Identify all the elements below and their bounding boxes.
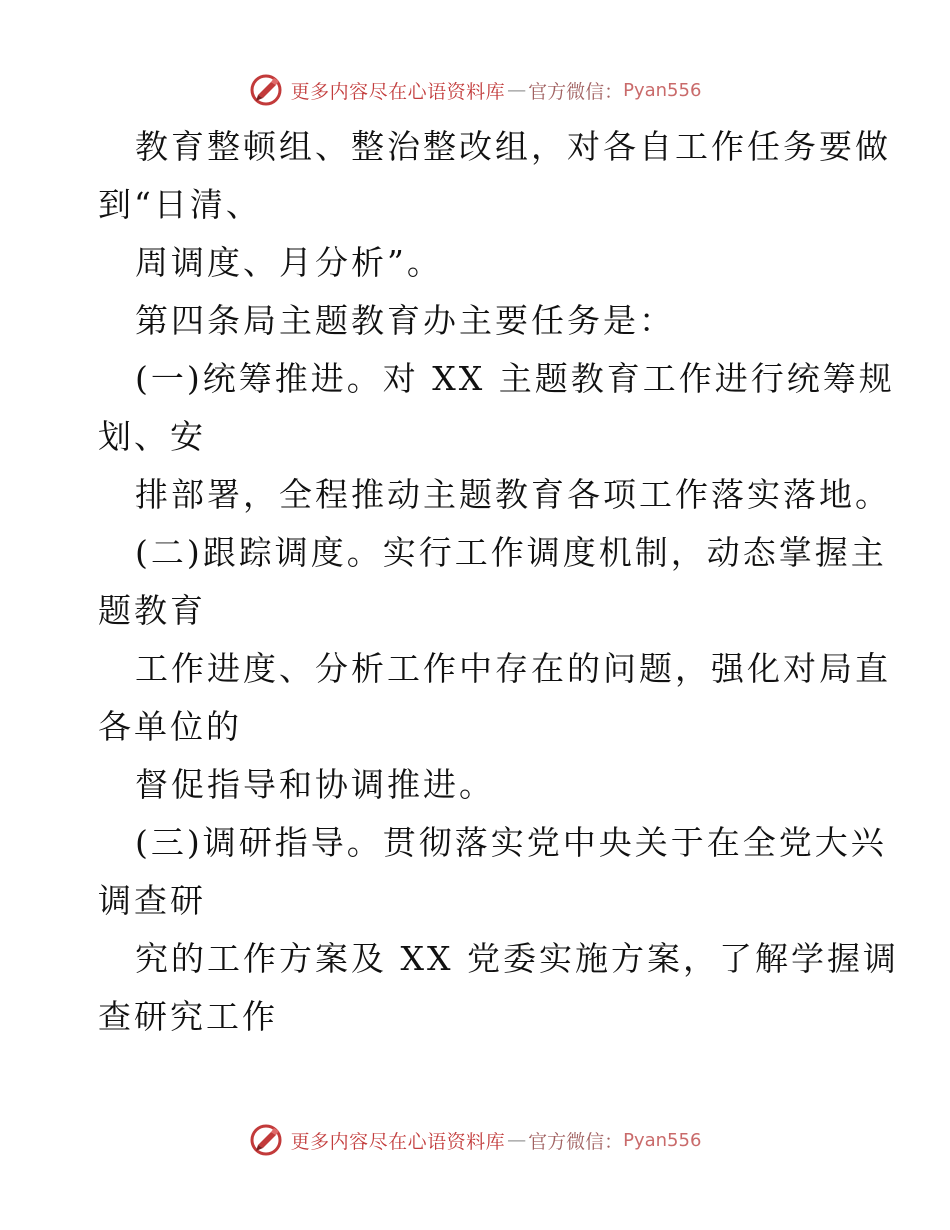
text-line: 教育整顿组、整治整改组，对各自工作任务要做 — [135, 127, 891, 166]
text-line: 第四条局主题教育办主要任务是： — [135, 301, 675, 340]
text-line: 查研究工作 — [98, 997, 278, 1036]
text-line: 究的工作方案及 XX 党委实施方案，了解学握调 — [135, 939, 899, 978]
footer-watermark — [0, 1120, 950, 1160]
text-line: 题教育 — [98, 591, 206, 630]
text-line: 到“日清、 — [98, 185, 262, 224]
watermark-separator: — — [507, 79, 527, 101]
text-line: 周调度、月分析”。 — [135, 243, 443, 282]
watermark-separator: — — [507, 1129, 527, 1151]
header-watermark — [0, 70, 950, 110]
watermark-wechat-label: 官方微信： — [528, 1130, 624, 1153]
watermark-wechat-label: 官方微信： — [528, 80, 624, 103]
text-line: 调查研 — [98, 881, 206, 920]
text-line: 排部署，全程推动主题教育各项工作落实落地。 — [135, 475, 891, 514]
pen-logo-icon — [249, 73, 285, 107]
watermark-brand: 更多内容尽在心语资料库 — [290, 80, 506, 103]
text-line: (一)统筹推进。对 XX 主题教育工作进行统筹规 — [135, 359, 895, 398]
watermark-wechat-id: Pyan556 — [623, 79, 702, 101]
text-line: 工作进度、分析工作中存在的问题，强化对局直 — [135, 649, 891, 688]
text-line: 划、安 — [98, 417, 206, 456]
pen-logo-icon — [249, 1123, 285, 1157]
text-line: (二)跟踪调度。实行工作调度机制，动态掌握主 — [135, 533, 887, 572]
text-line: (三)调研指导。贯彻落实党中央关于在全党大兴 — [135, 823, 887, 862]
text-line: 各单位的 — [98, 707, 242, 746]
watermark-wechat-id: Pyan556 — [623, 1129, 702, 1151]
watermark-brand: 更多内容尽在心语资料库 — [290, 1130, 506, 1153]
document-body — [98, 118, 899, 1046]
text-line: 督促指导和协调推进。 — [135, 765, 495, 804]
